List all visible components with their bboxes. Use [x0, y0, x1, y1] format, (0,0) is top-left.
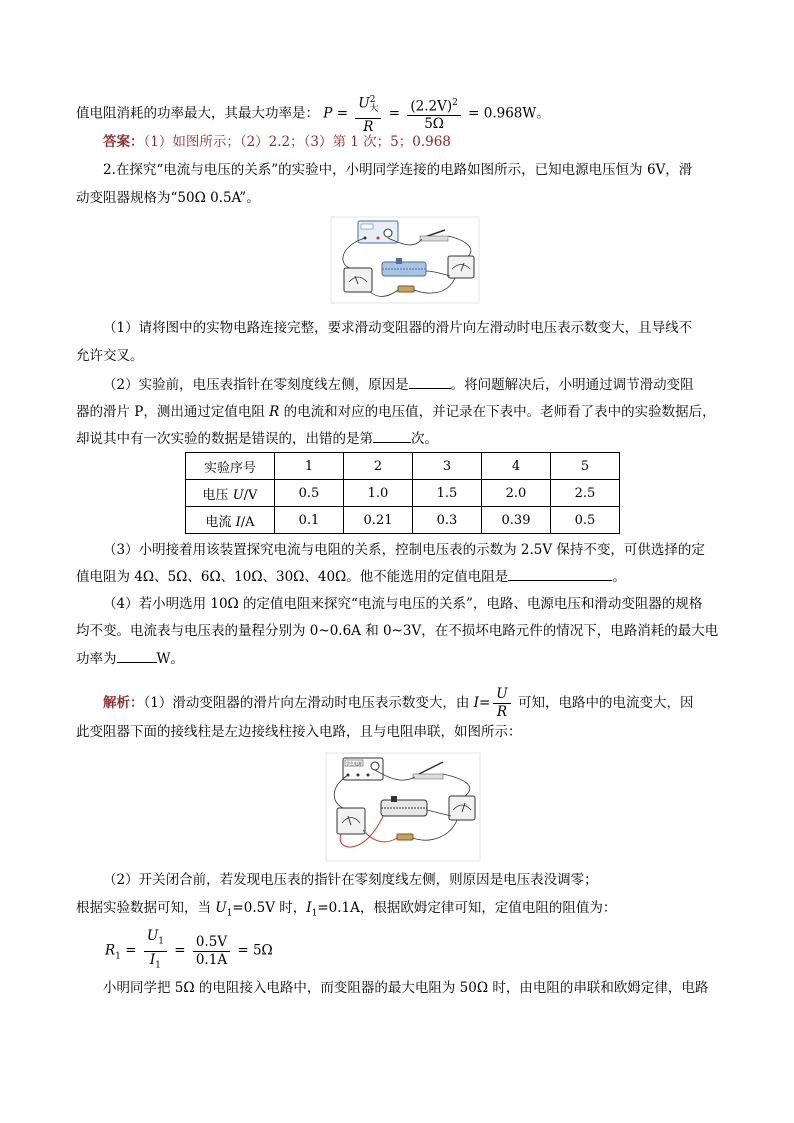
denominator-value: 5Ω [424, 116, 444, 133]
q2-part4-line3 [76, 648, 184, 669]
table-cell: 0.5 [275, 480, 344, 507]
subscript: 1 [311, 908, 318, 919]
power-supply-label: 学生电源 [346, 761, 362, 766]
analysis-line2: 此变阻器下面的接线柱是左边接线柱接入电路，且与电阻串联，如图所示： [76, 724, 522, 740]
label-text: 电压 [202, 487, 233, 503]
q2-part2-line3 [76, 428, 438, 449]
analysis-text-e: =0.1A，根据欧姆定律可知，定值电阻的阻值为： [317, 900, 617, 916]
var-r: R [496, 704, 508, 720]
q2-part2-text-d: 的电流和对应的电压值，并记录在下表中。老师看了表中的实验数据后， [279, 404, 716, 420]
q2-part1-line2: 允许交叉。 [76, 348, 144, 364]
q2-part4-text-a: 功率为 [76, 651, 117, 667]
fraction-values [193, 934, 230, 969]
analysis-text-b: 可知，电路中的电流变大，因 [513, 695, 694, 711]
power-max-text: 值电阻消耗的功率最大，其最大功率是： [76, 105, 319, 122]
answer-blank-reason[interactable] [409, 374, 451, 389]
label-text: 电流 [205, 514, 236, 530]
fraction-u1-over-i1 [144, 928, 167, 974]
analysis-line6: 小明同学把 5Ω 的电阻接入电路中，而变阻器的最大电阻为 50Ω 时，由电阻的串联和欧姆定律，电路 [103, 980, 709, 996]
var-i: I [235, 514, 241, 530]
table-row [186, 480, 620, 507]
analysis-label: 解析： [103, 695, 144, 711]
power-max-line [76, 92, 550, 136]
subscript: 1 [155, 960, 161, 971]
label-unit: /V [243, 487, 258, 503]
q2-part2-text-e: 却说其中有一次实验的数据是错误的，出错的是第 [76, 431, 373, 447]
answer-label: 答案： [103, 134, 144, 150]
var-u: U [146, 928, 159, 944]
table-header-cell: 4 [482, 453, 551, 480]
label-unit: /A [240, 514, 255, 530]
q2-intro-1: 2.在探究“电流与电压的关系”的实验中，小明同学连接的电路如图所示，已知电源电压恒为 6V，滑 [103, 162, 693, 178]
analysis-line4 [76, 898, 616, 924]
q2-part3-line1: （3）小明接着用该装置探究电流与电阻的关系，控制电压表的示数为 2.5V 保持不变，可供选择的定 [103, 542, 705, 558]
table-cell: 0.1 [275, 507, 344, 534]
equals-sign: = [125, 942, 137, 959]
table-cell: 2.0 [482, 480, 551, 507]
q2-part4-line1: （4）若小明选用 10Ω 的定值电阻来探究“电流与电压的关系”，电路、电源电压和滑动变阻器的规格 [103, 596, 703, 612]
var-i: I [149, 951, 156, 968]
circuit-diagram-icon [330, 216, 480, 304]
equals-sign: = [174, 942, 186, 959]
q2-part2-text-c: 器的滑片 P，测出通过定值电阻 [76, 404, 270, 420]
table-header-cell: 2 [344, 453, 413, 480]
circuit-diagram-completed-icon [325, 752, 481, 862]
table-cell: 1.5 [413, 480, 482, 507]
table-row [186, 507, 620, 534]
var-u: U [493, 686, 510, 704]
var-r: R [269, 404, 280, 420]
row-label-voltage [186, 480, 275, 507]
var-r: R [105, 942, 116, 959]
fraction-u-over-r [355, 92, 381, 136]
table-header-cell: 1 [275, 453, 344, 480]
table-cell: 0.3 [413, 507, 482, 534]
analysis-line3: （2）开关闭合前，若发现电压表的指针在零刻度线左侧，则原因是电压表没调零； [103, 872, 598, 888]
table-header-cell: 3 [413, 453, 482, 480]
analysis-text-c: 根据实验数据可知，当 [76, 900, 216, 916]
var-p: P [323, 105, 333, 122]
q2-part4-text-b: W。 [156, 651, 184, 667]
q2-part2-line2 [76, 402, 716, 422]
table-cell: 1.0 [344, 480, 413, 507]
equals-sign: = [388, 105, 401, 122]
data-table [185, 452, 620, 534]
equals-sign: = [336, 105, 348, 122]
numerator-value: (2.2V) [410, 98, 453, 115]
fraction-u-over-r [493, 686, 510, 721]
analysis-text-d: =0.5V 时， [232, 900, 307, 916]
analysis-text-a: （1）滑动变阻器的滑片向左滑动时电压表示数变大，由 [143, 695, 474, 711]
table-cell: 0.5 [551, 507, 620, 534]
table-row [186, 453, 620, 480]
answer-line [103, 132, 451, 152]
numerator-value: 0.5V [193, 934, 230, 952]
table-cell: 0.21 [344, 507, 413, 534]
var-i: I [306, 900, 312, 916]
q2-part2-text-a: （2）实验前，电压表指针在零刻度线左侧，原因是 [103, 377, 409, 393]
table-cell: 0.39 [482, 507, 551, 534]
power-result: = 0.968W。 [468, 105, 550, 122]
q2-part4-line2: 均不变。电流表与电压表的量程分别为 0~0.6A 和 0~3V，在不损坏电路元件的情况下，电路消耗的最大电 [76, 623, 719, 639]
equals-sign: = [478, 695, 491, 711]
denominator-value: 0.1A [195, 951, 228, 968]
subscript: 1 [226, 908, 233, 919]
answer-blank-resistor[interactable] [508, 566, 612, 581]
superscript: 2 [452, 97, 458, 108]
resistance-result: = 5Ω [237, 942, 273, 959]
table-header-cell: 实验序号 [186, 453, 275, 480]
subscript: 1 [158, 936, 164, 947]
var-u: U [232, 487, 244, 503]
table-cell: 2.5 [551, 480, 620, 507]
analysis-line1 [103, 686, 693, 721]
q2-intro-2: 动变阻器规格为“50Ω 0.5A”。 [76, 190, 260, 206]
var-i: I [473, 695, 479, 711]
answer-blank-trial[interactable] [373, 428, 411, 443]
answer-blank-power[interactable] [117, 648, 157, 663]
q2-part2-line1 [103, 374, 694, 395]
subscript: 1 [115, 951, 121, 962]
fraction-numeric [407, 95, 461, 134]
var-r: R [363, 119, 374, 136]
superscript: 2 [369, 95, 376, 105]
var-u: U [215, 900, 227, 916]
resistance-equation [105, 928, 273, 976]
q2-part2-text-f: 次。 [411, 431, 438, 447]
q2-part3-text-b: 。 [612, 569, 626, 585]
row-label-current [186, 507, 275, 534]
answer-text: （1）如图所示；（2）2.2；（3）第 1 次；5；0.968 [143, 134, 451, 150]
q2-part3-line2 [76, 566, 626, 587]
q2-part3-text-a: 值电阻为 4Ω、5Ω、6Ω、10Ω、30Ω、40Ω。他不能选用的定值电阻是 [76, 569, 509, 585]
q2-part1-line1: （1）请将图中的实物电路连接完整，要求滑动变阻器的滑片向左滑动时电压表示数变大，且导线不 [103, 320, 693, 336]
subscript-max: 大 [369, 104, 379, 115]
table-header-cell: 5 [551, 453, 620, 480]
var-u: U [358, 95, 370, 112]
q2-part2-text-b: 。将问题解决后，小明通过调节滑动变阻 [450, 377, 694, 393]
